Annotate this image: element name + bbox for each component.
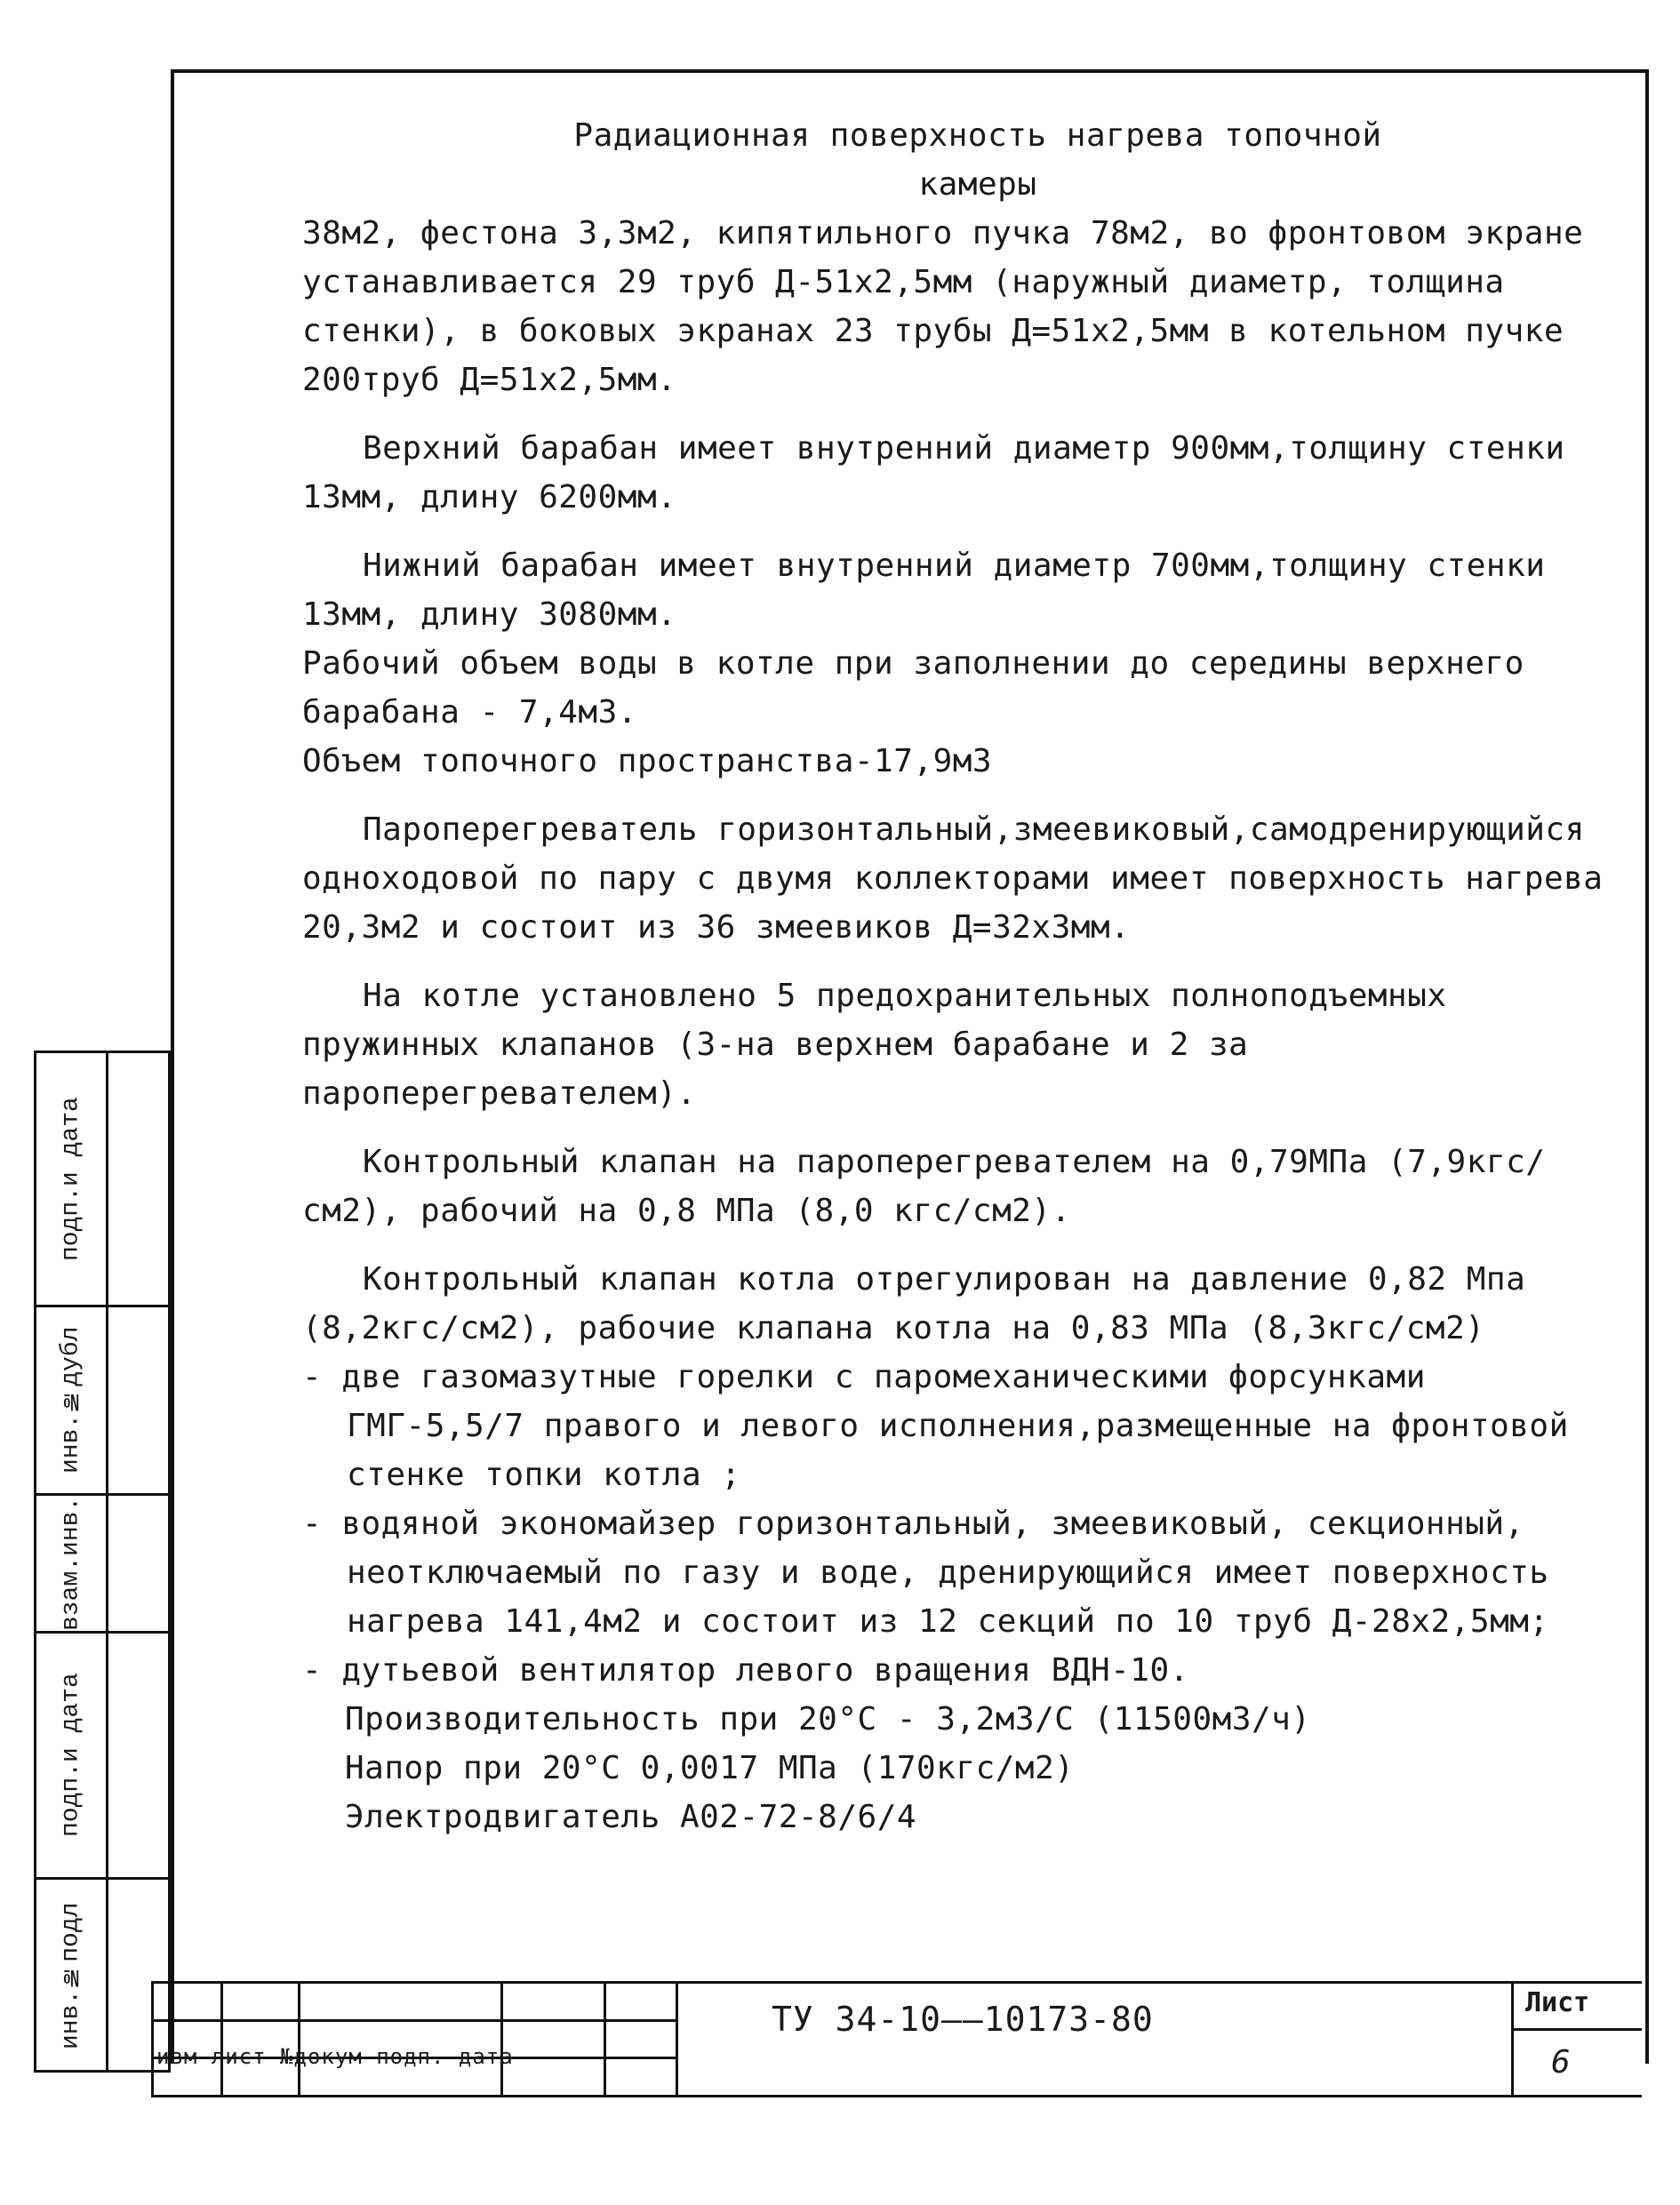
fan-capacity: Производительность при 20°С - 3,2м3/С (11500м3/ч) (345, 1701, 1311, 1738)
stamp-row-line (1511, 2028, 1642, 2031)
paragraph-superheater: Пароперегреватель горизонтальный,змеевиковый,самодренирующийся одноходовой по пару с двумя коллекторами имеет поверхность нагрева 20,3м2 и состоит из 36 змеевиков Д=32х3мм. (302, 811, 1604, 946)
stamp-divider (604, 1984, 606, 2095)
margin-label-replacement: взам.инв. (57, 1496, 85, 1631)
paragraph-surfaces: 38м2, фестона 3,3м2, кипятильного пучка 78м2, во фронтовом экране устанавливается 29 труб Д-51х2,5мм (наружный диаметр, толщина стенки), в боковых экранах 23 трубы Д=51х2,5мм в котельном пучке 200труб Д=51х2,5мм. (302, 215, 1584, 398)
margin-label-inv-podl: инв.№подл (57, 1902, 85, 2050)
sheet-number: 6 (1551, 2044, 1571, 2081)
margin-label-sign-date: подп.и дата (57, 1673, 85, 1838)
heading-line-1: Радиационная поверхность нагрева топочной (573, 117, 1382, 154)
left-margin-stamp (34, 1051, 171, 2073)
heading-line-2: камеры (918, 166, 1037, 203)
fan-motor: Электродвигатель А02-72-8/6/4 (345, 1799, 917, 1835)
fan-pressure: Напор при 20°С 0,0017 МПа (170кгс/м2) (345, 1750, 1075, 1786)
stamp-divider (676, 1984, 678, 2095)
title-block (151, 1981, 1642, 2097)
stamp-column-labels: изм лист №докум подп. дата (156, 2044, 514, 2069)
sheet-label: Лист (1525, 1987, 1590, 2018)
stamp-divider (500, 1984, 503, 2095)
paragraph-safety-valves: На котле установлено 5 предохранительных полноподъемных пружинных клапанов (3-на верхнем барабане и 2 за пароперегревателем). (302, 978, 1447, 1112)
paragraph-water-volume: Рабочий объем воды в котле при заполнении до середины верхнего барабана - 7,4м3. (302, 645, 1524, 731)
paragraph-control-valve-superheater: Контрольный клапан на пароперегревателем на 0,79МПа (7,9кгс/см2), рабочий на 0,8 МПа (8,0 кгс/см2). (302, 1144, 1546, 1229)
paragraph-control-valve-boiler: Контрольный клапан котла отрегулирован на давление 0,82 Мпа (8,2кгс/см2), рабочие клапана котла на 0,83 МПа (8,3кгс/см2) (302, 1261, 1526, 1346)
stamp-divider (298, 1984, 300, 2095)
margin-label-sign-date-top: подп.и дата (57, 1097, 85, 1261)
bullet-fan: - дутьевой вентилятор левого вращения ВДН-10. (302, 1652, 1189, 1689)
margin-label-inv-dubl: инв.№дубл (57, 1326, 85, 1474)
stamp-divider (151, 1984, 154, 2095)
paragraph-furnace-volume: Объем топочного пространства-17,9м3 (302, 743, 993, 779)
stamp-divider (1511, 1984, 1514, 2095)
document-body (302, 111, 1618, 1841)
bullet-economizer: - водяной экономайзер горизонтальный, змеевиковый, секционный, неотключаемый по газу и воде, дренирующийся имеет поверхность нагрева 141,4м2 и состоит из 12 секций по 10 труб Д-28х2,5мм; (302, 1506, 1549, 1640)
stamp-divider (220, 1984, 223, 2095)
document-number: ТУ 34-10——10173-80 (772, 2000, 1154, 2039)
bullet-burners: - две газомазутные горелки с паромеханическими форсунками ГМГ-5,5/7 правого и левого исполнения,размещенные на фронтовой стенке топки котла ; (302, 1359, 1569, 1493)
paragraph-lower-drum: Нижний барабан имеет внутренний диаметр 700мм,толщину стенки 13мм, длину 3080мм. (302, 547, 1546, 633)
stamp-row-line (151, 2019, 676, 2022)
paragraph-upper-drum: Верхний барабан имеет внутренний диаметр 900мм,толщину стенки 13мм, длину 6200мм. (302, 430, 1565, 515)
